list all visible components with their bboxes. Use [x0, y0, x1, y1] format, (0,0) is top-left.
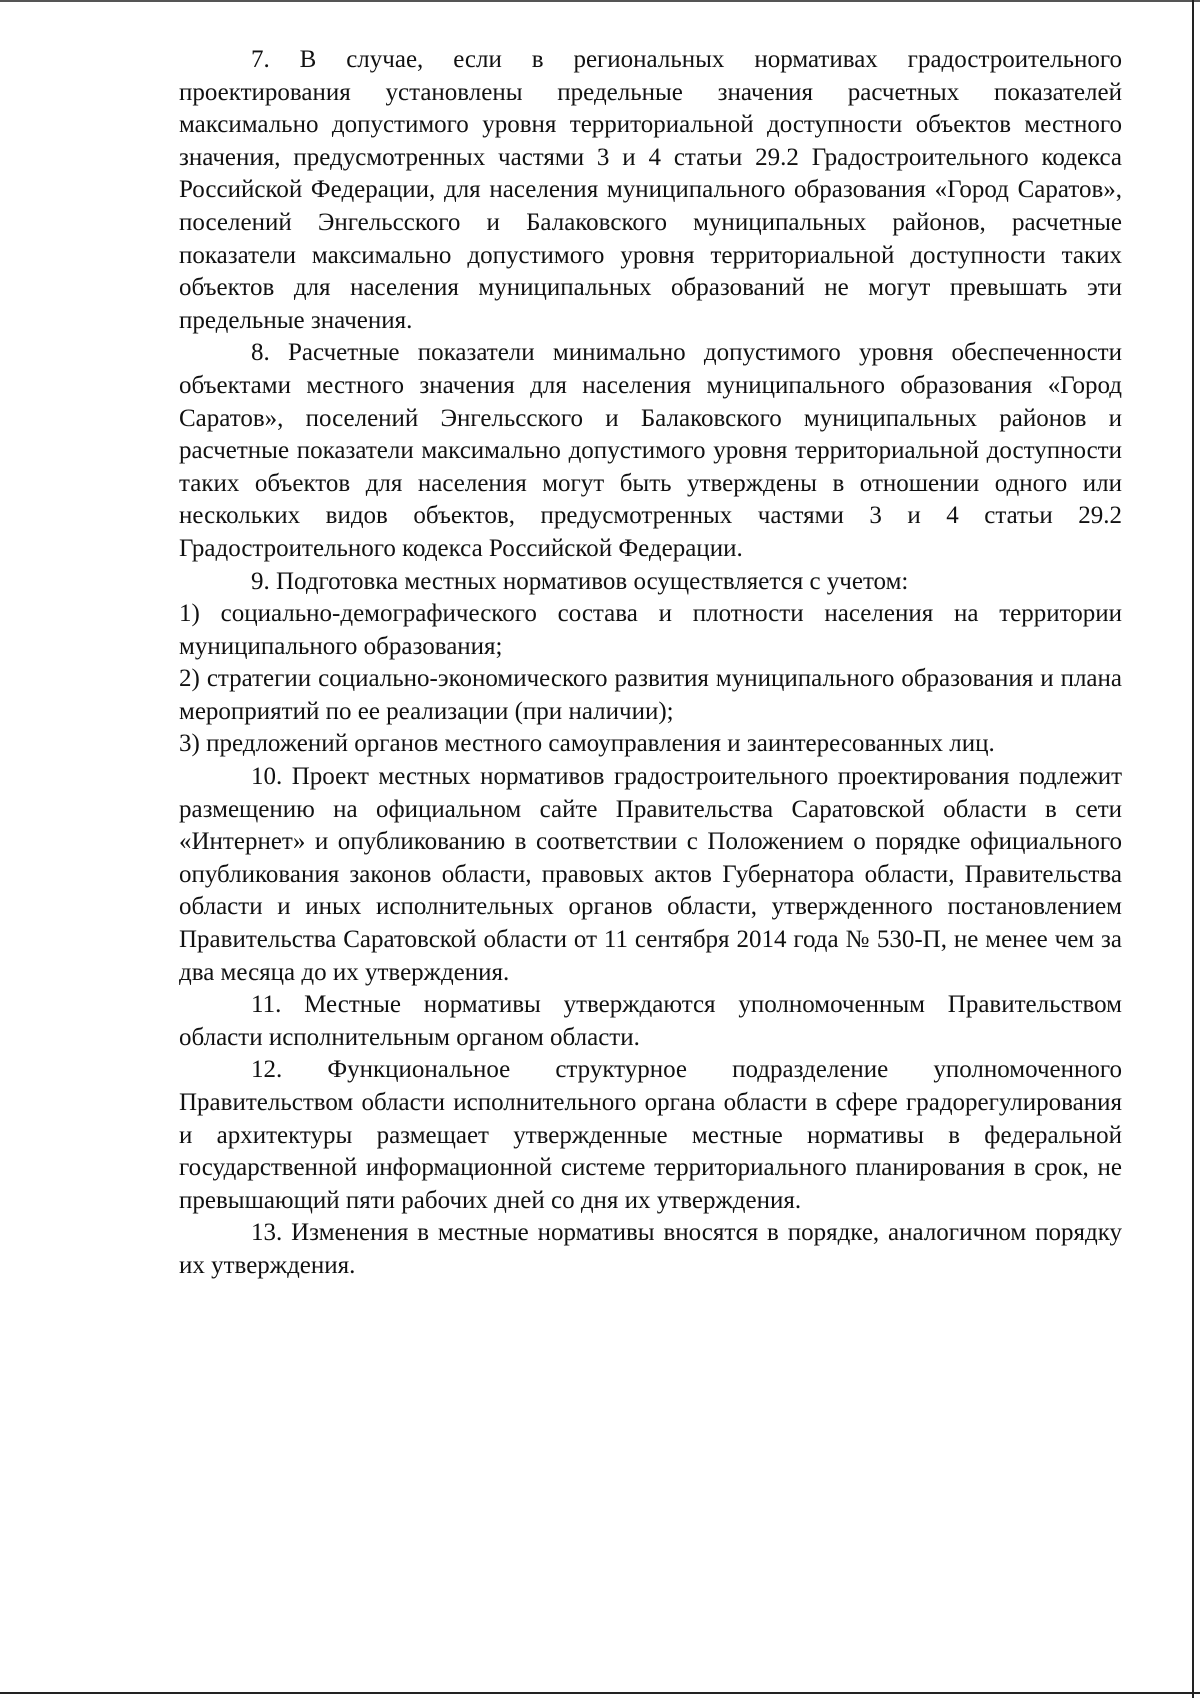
paragraph-9: 9. Подготовка местных нормативов осуществляется с учетом:: [251, 567, 909, 595]
paragraph-8: 8. Расчетные показатели минимально допустимого уровня обеспеченности объектами местного значения для населения муниципального образования «Город Саратов», поселений Энгельсского и Балаковского муниципальных районов и расчетные показатели максимально допустимого уровня территориальной доступности таких объектов для населения могут быть утверждены в отношении одного или нескольких видов объектов, предусмотренных частями 3 и 4 статьи 29.2 Градостроительного кодекса Российской Федерации.: [179, 339, 1122, 562]
scan-edge-bottom: [0, 1692, 1200, 1694]
list-item-1: 1) социально-демографического состава и плотности населения на территории муниципального образования;: [179, 600, 1122, 660]
paragraph-7: 7. В случае, если в региональных нормативах градостроительного проектирования установлены предельные значения расчетных показателей максимально допустимого уровня территориальной доступности объектов местного значения, предусмотренных частями 3 и 4 статьи 29.2 Градостроительного кодекса Российской Федерации, для населения муниципального образования «Город Саратов», поселений Энгельсского и Балаковского муниципальных районов, расчетные показатели максимально допустимого уровня территориальной доступности таких объектов для населения муниципальных образований не могут превышать эти предельные значения.: [179, 46, 1122, 334]
paragraph-13: 13. Изменения в местные нормативы вносятся в порядке, аналогичном порядку их утверждения.: [179, 1219, 1122, 1279]
list-item-3: 3) предложений органов местного самоуправления и заинтересованных лиц.: [179, 730, 995, 758]
list-item-2: 2) стратегии социально-экономического развития муниципального образования и плана мероприятий по ее реализации (при наличии);: [179, 665, 1122, 725]
scan-edge-top: [0, 0, 1200, 2]
paragraph-11: 11. Местные нормативы утверждаются уполномоченным Правительством области исполнительным органом области.: [179, 991, 1122, 1051]
paragraph-12: 12. Функциональное структурное подразделение уполномоченного Правительством области исполнительного органа области в сфере градорегулирования и архитектуры размещает утвержденные местные нормативы в федеральной государственной информационной системе территориального планирования в срок, не превышающий пяти рабочих дней со дня их утверждения.: [179, 1056, 1122, 1214]
scan-edge-right: [1192, 0, 1194, 1698]
paragraph-10: 10. Проект местных нормативов градостроительного проектирования подлежит размещению на официальном сайте Правительства Саратовской области в сети «Интернет» и опубликованию в соответствии с Положением о порядке официального опубликования законов области, правовых актов Губернатора области, Правительства области и иных исполнительных органов области, утвержденного постановлением Правительства Саратовской области от 11 сентября 2014 года № 530-П, не менее чем за два месяца до их утверждения.: [179, 763, 1122, 986]
document-body: [179, 44, 1122, 1283]
